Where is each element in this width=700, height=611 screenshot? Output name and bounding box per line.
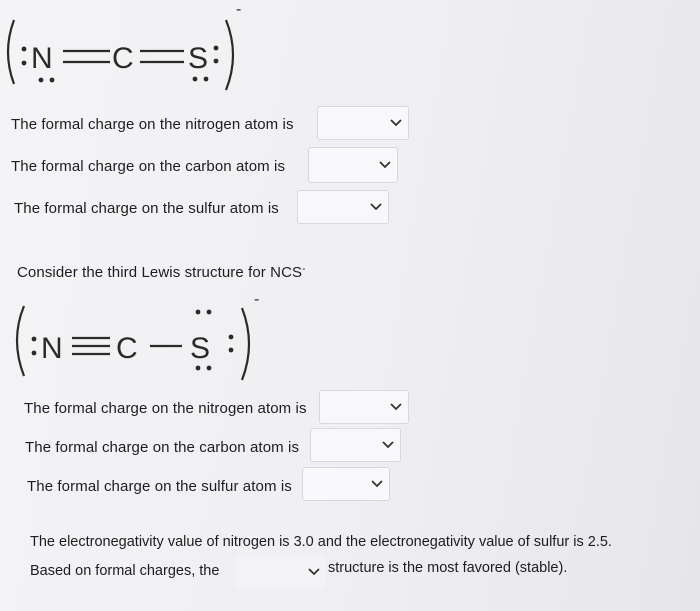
sulfur-charge-select-3[interactable] <box>302 467 390 501</box>
left-bracket <box>17 306 24 376</box>
sulfur-charge-label-2: The formal charge on the sulfur atom is <box>14 200 279 217</box>
heading-text: Consider the third Lewis structure for NCS <box>17 264 303 281</box>
atom-c: C <box>112 42 134 75</box>
conclusion-suffix: structure is the most favored (stable). <box>328 560 568 576</box>
lone-pair-dot <box>214 46 219 51</box>
carbon-charge-select-2[interactable] <box>308 147 398 183</box>
carbon-charge-label-2: The formal charge on the carbon atom is <box>11 158 286 175</box>
lone-pair-dot <box>32 351 37 356</box>
chevron-down-icon <box>371 480 383 488</box>
lone-pair-dot <box>207 366 212 371</box>
lone-pair-dot <box>50 78 55 83</box>
atom-s: S <box>188 42 209 75</box>
lone-pair-dot <box>207 310 212 315</box>
atom-s: S <box>190 332 211 365</box>
left-bracket <box>8 20 14 84</box>
most-favored-structure-select[interactable] <box>236 556 326 588</box>
charge-superscript: - <box>236 1 242 18</box>
nitrogen-charge-select-3[interactable] <box>319 390 409 424</box>
lone-pair-dot <box>193 77 198 82</box>
lone-pair-dot <box>22 47 27 52</box>
lone-pair-dot <box>196 366 201 371</box>
third-structure-heading <box>17 264 306 281</box>
chevron-down-icon <box>390 119 402 127</box>
lone-pair-dot <box>196 310 201 315</box>
right-bracket <box>242 308 249 380</box>
right-bracket <box>226 20 233 90</box>
lone-pair-dot <box>39 78 44 83</box>
lewis-structure-3 <box>10 288 280 388</box>
heading-charge: - <box>302 264 306 275</box>
chevron-down-icon <box>390 403 402 411</box>
atom-n: N <box>41 332 63 365</box>
lone-pair-dot <box>229 348 234 353</box>
carbon-charge-select-3[interactable] <box>310 428 401 462</box>
lewis-structure-2 <box>0 0 260 100</box>
carbon-charge-label-3: The formal charge on the carbon atom is <box>25 439 300 456</box>
atom-c: C <box>116 332 138 365</box>
nitrogen-charge-select-2[interactable] <box>317 106 409 140</box>
lone-pair-dot <box>22 61 27 66</box>
chevron-down-icon <box>379 161 391 169</box>
sulfur-charge-label-3: The formal charge on the sulfur atom is <box>27 478 292 495</box>
chevron-down-icon <box>308 568 320 576</box>
nitrogen-charge-label-2: The formal charge on the nitrogen atom is <box>11 116 294 133</box>
lone-pair-dot <box>214 59 219 64</box>
sulfur-charge-select-2[interactable] <box>297 190 389 224</box>
lone-pair-dot <box>32 337 37 342</box>
chevron-down-icon <box>382 441 394 449</box>
charge-superscript: - <box>254 291 260 308</box>
lone-pair-dot <box>229 335 234 340</box>
nitrogen-charge-label-3: The formal charge on the nitrogen atom is <box>24 400 307 417</box>
atom-n: N <box>31 42 53 75</box>
lone-pair-dot <box>204 77 209 82</box>
chevron-down-icon <box>370 203 382 211</box>
conclusion-prefix: Based on formal charges, the <box>30 563 220 579</box>
electronegativity-statement: The electronegativity value of nitrogen is 3.0 and the electronegativity value of sulfur is 2.5. <box>30 534 612 550</box>
